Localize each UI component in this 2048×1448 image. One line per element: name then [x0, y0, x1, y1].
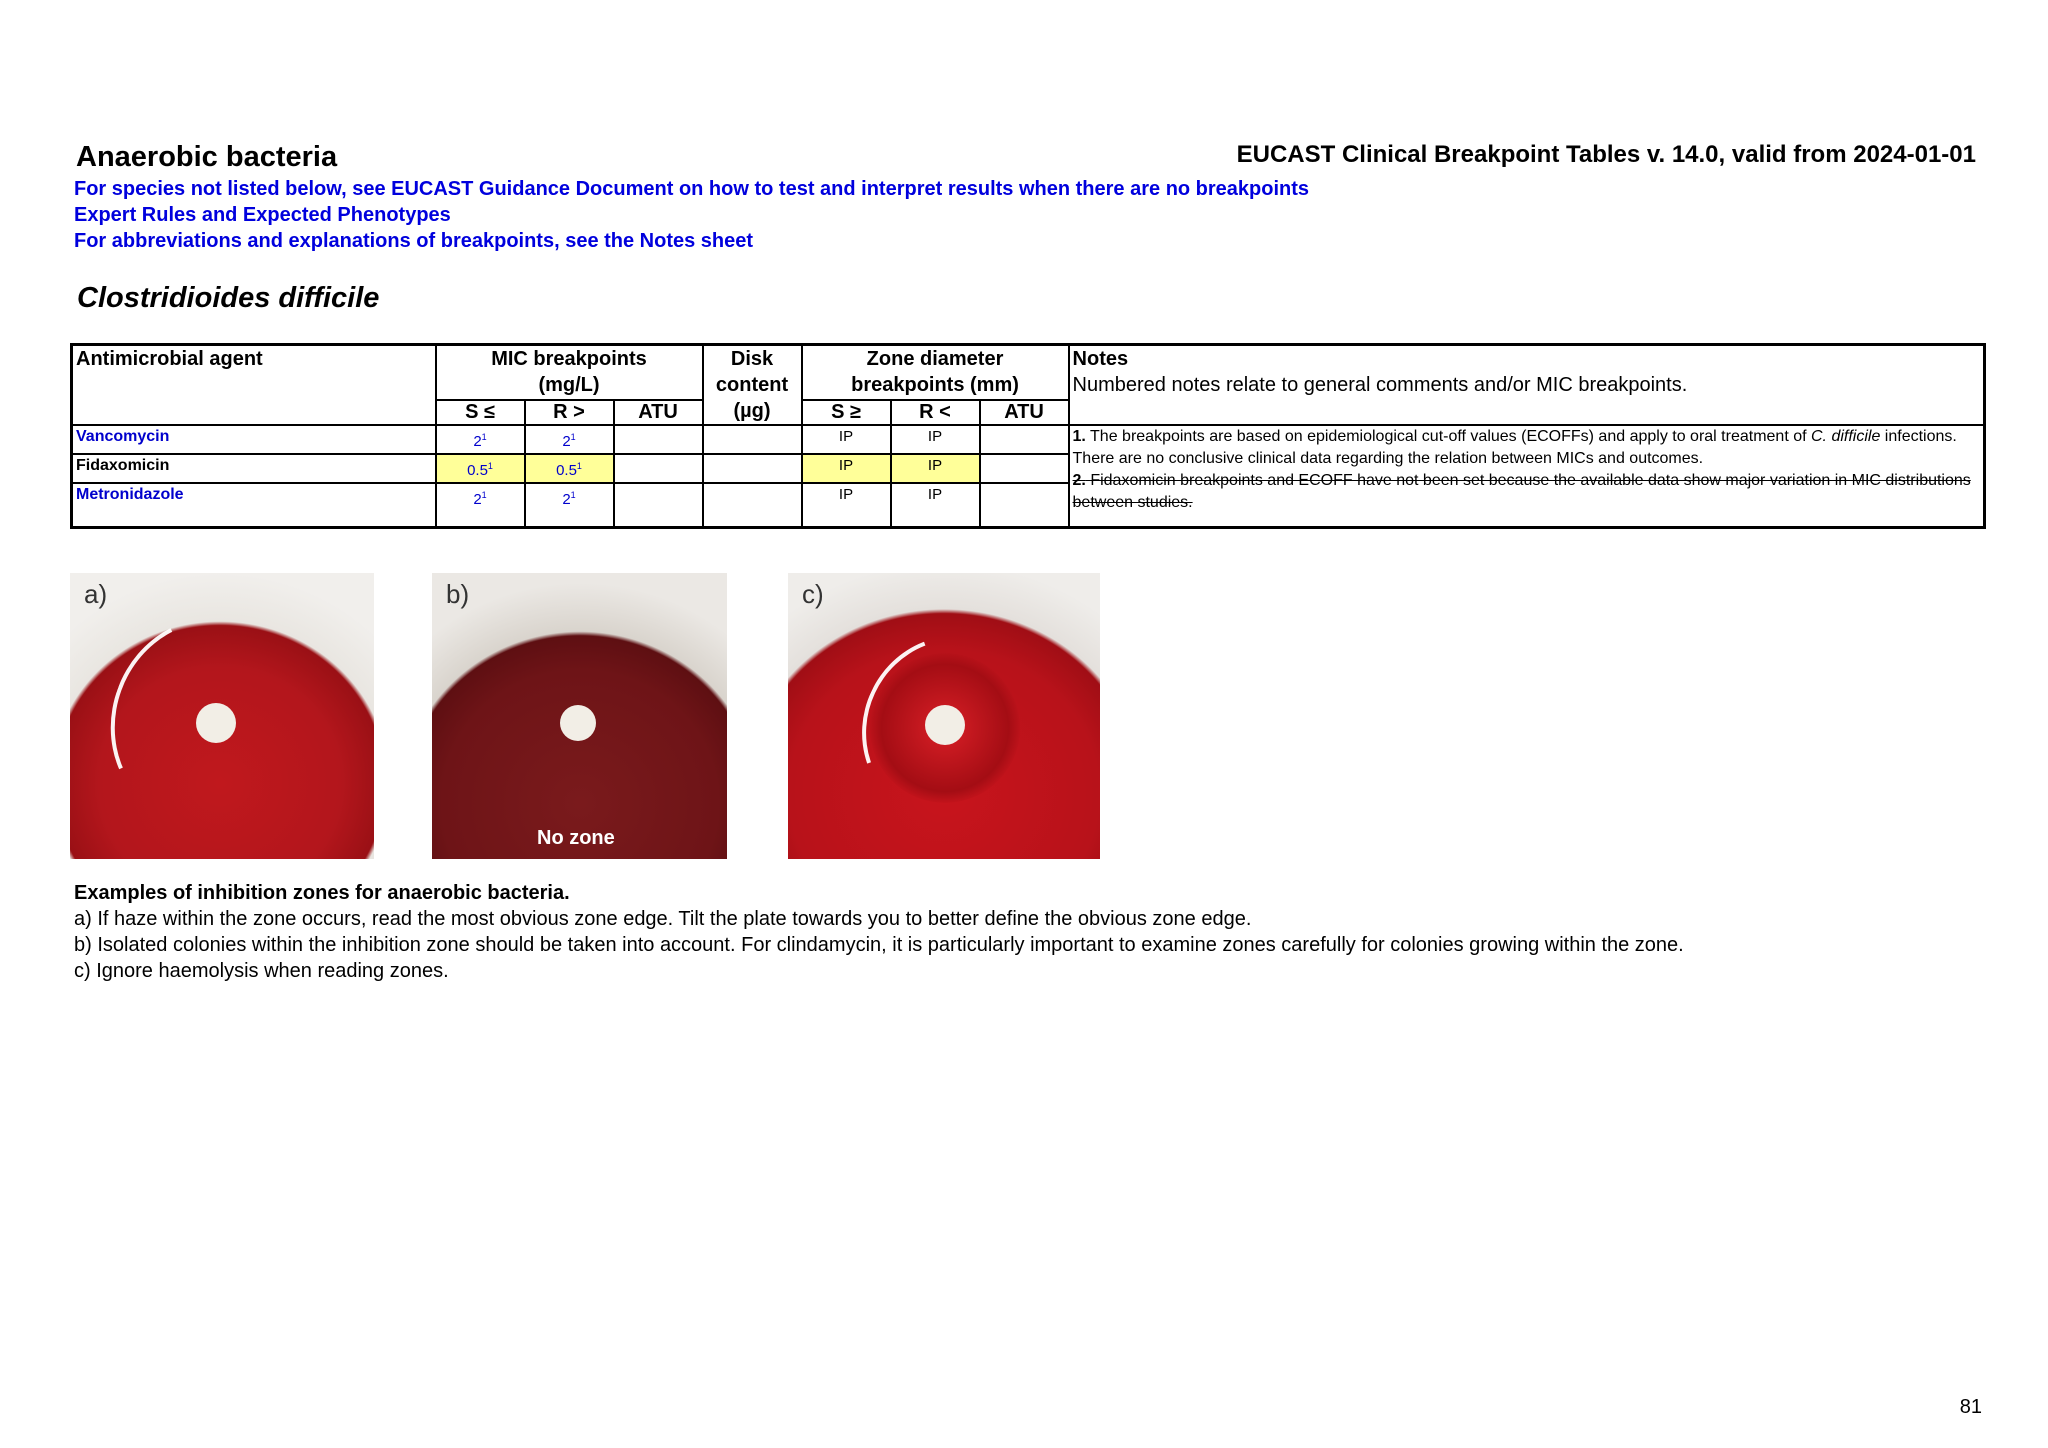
mic-atu-cell	[614, 483, 703, 527]
subheader-mic-atu: ATU	[614, 400, 703, 425]
note-1-number: 1.	[1072, 428, 1086, 445]
mic-atu-cell	[614, 425, 703, 454]
note-2-number: 2.	[1072, 472, 1086, 489]
mic-s-cell	[436, 483, 525, 527]
zone-atu-cell	[980, 454, 1069, 483]
photo-c-haemolysis	[788, 573, 1100, 859]
zone-s-cell: IP	[802, 483, 891, 527]
note-ref: 1	[570, 490, 576, 500]
notes-subtitle: Numbered notes relate to general comments and/or MIC breakpoints.	[1072, 374, 1688, 396]
photo-a-haze-zone	[70, 573, 374, 859]
zone-atu-cell	[980, 483, 1069, 527]
caption-title: Examples of inhibition zones for anaerobic bacteria.	[74, 882, 570, 904]
note-ref: 1	[481, 490, 487, 500]
subheader-zone-r: R <	[891, 400, 980, 425]
disk-content-line-3: (µg)	[733, 400, 771, 422]
species-heading: Clostridioides difficile	[77, 282, 380, 314]
notes-title: Notes	[1072, 348, 1129, 370]
note-1-text-b: infections. There are no conclusive clinical data regarding the relation between MICs and outcomes.	[1072, 428, 1957, 467]
note-1-organism: C. difficile	[1811, 428, 1881, 445]
notes-cell	[1069, 425, 1985, 527]
mic-s-value: 2	[473, 491, 482, 508]
caption-line-c: c) Ignore haemolysis when reading zones.	[74, 960, 449, 982]
note-ref: 1	[487, 461, 493, 471]
caption-line-b: b) Isolated colonies within the inhibition zone should be taken into account. For clindamycin, it is particularly important to examine zones carefully for colonies growing within the zone.	[74, 934, 1684, 956]
agent-metronidazole[interactable]: Metronidazole	[72, 483, 436, 527]
zone-edge-arc-icon	[832, 606, 1073, 852]
breakpoint-table	[70, 343, 1986, 529]
guidance-document-link[interactable]: For species not listed below, see EUCAST Guidance Document on how to test and interpret results when there are no breakpoints	[74, 178, 1310, 200]
header-zone-diameter: Zone diameter breakpoints (mm)	[802, 345, 1069, 401]
subheader-mic-r: R >	[525, 400, 614, 425]
mic-s-cell	[436, 425, 525, 454]
mic-s-value: 2	[473, 433, 482, 450]
zone-r-cell: IP	[891, 483, 980, 527]
photo-b-label: b)	[446, 579, 470, 609]
zone-s-cell: IP	[802, 425, 891, 454]
header-mic-breakpoints: MIC breakpoints (mg/L)	[436, 345, 703, 401]
note-2-text: Fidaxomicin breakpoints and ECOFF have not been set because the available data show major variation in MIC distributions between studies.	[1072, 472, 1971, 511]
mic-r-value: 2	[562, 491, 571, 508]
note-ref: 1	[576, 461, 582, 471]
table-row	[72, 425, 1985, 454]
header-notes	[1069, 345, 1985, 426]
caption-line-a: a) If haze within the zone occurs, read the most obvious zone edge. Tilt the plate towards you to better define the obvious zone edge.	[74, 908, 1252, 930]
mic-atu-cell	[614, 454, 703, 483]
disk-content-cell	[703, 425, 802, 454]
mic-r-cell	[525, 454, 614, 483]
photo-a-label: a)	[84, 579, 108, 609]
mic-r-cell	[525, 425, 614, 454]
photo-b-no-zone	[432, 573, 727, 859]
zone-r-cell: IP	[891, 425, 980, 454]
agent-fidaxomicin: Fidaxomicin	[72, 454, 436, 483]
subheader-zone-s: S ≥	[802, 400, 891, 425]
zone-edge-arc-icon	[82, 591, 330, 851]
note-2	[1073, 470, 1981, 514]
mic-s-value: 0.5	[467, 462, 488, 479]
note-1	[1073, 426, 1981, 470]
notes-sheet-link[interactable]: For abbreviations and explanations of breakpoints, see the Notes sheet	[74, 230, 754, 252]
mic-r-value: 2	[562, 433, 571, 450]
page-number: 81	[1959, 1396, 1982, 1418]
subheader-mic-s: S ≤	[436, 400, 525, 425]
note-1-text-a: The breakpoints are based on epidemiological cut-off values (ECOFFs) and apply to oral treatment of	[1085, 428, 1811, 445]
header-disk-content	[703, 345, 802, 426]
disk-content-line-2: content	[715, 374, 789, 396]
figure-caption	[74, 880, 1684, 984]
mic-s-cell	[436, 454, 525, 483]
header-antimicrobial-agent: Antimicrobial agent	[72, 345, 436, 426]
disk-content-line-1: Disk	[730, 348, 774, 370]
note-ref: 1	[570, 432, 576, 442]
expert-rules-link[interactable]: Expert Rules and Expected Phenotypes	[74, 204, 451, 226]
no-zone-overlay: No zone	[537, 827, 615, 849]
disk-content-cell	[703, 454, 802, 483]
photo-c-label: c)	[802, 579, 824, 609]
zone-atu-cell	[980, 425, 1069, 454]
zone-r-cell: IP	[891, 454, 980, 483]
note-ref: 1	[481, 432, 487, 442]
disk-content-cell	[703, 483, 802, 527]
zone-s-cell: IP	[802, 454, 891, 483]
mic-r-value: 0.5	[556, 462, 577, 479]
mic-r-cell	[525, 483, 614, 527]
page-title: Anaerobic bacteria	[76, 141, 338, 173]
agent-vancomycin[interactable]: Vancomycin	[72, 425, 436, 454]
subheader-zone-atu: ATU	[980, 400, 1069, 425]
antibiotic-disk-icon	[560, 705, 596, 741]
table-version: EUCAST Clinical Breakpoint Tables v. 14.0, valid from 2024-01-01	[1236, 141, 1976, 168]
